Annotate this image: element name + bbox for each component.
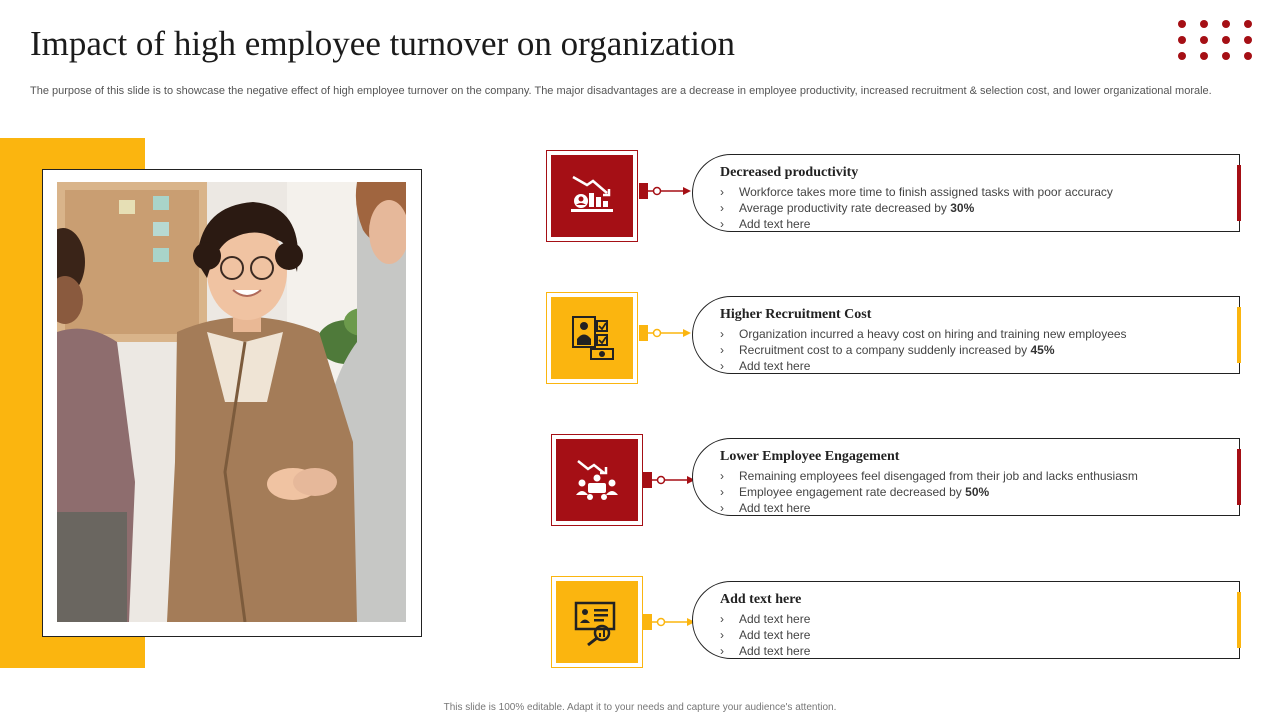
bullet-text: Add text here (739, 612, 811, 626)
card-bullet (720, 342, 1127, 358)
recruitment-icon-box (546, 292, 638, 384)
chevron-right-icon: › (720, 501, 724, 515)
icon-tile (556, 439, 638, 521)
bullet-highlight: 45% (1030, 343, 1055, 357)
bullet-highlight: 50% (965, 485, 990, 499)
decorative-dot (1244, 20, 1252, 28)
decorative-dot (1200, 20, 1208, 28)
chevron-right-icon: › (720, 359, 724, 373)
footer-note: This slide is 100% editable. Adapt it to your needs and capture your audience's attention. (443, 702, 837, 713)
card-bullet (720, 216, 1113, 232)
handshake-illustration (57, 182, 406, 622)
decorative-dot (1178, 20, 1186, 28)
decorative-dot (1178, 52, 1186, 60)
chevron-right-icon: › (720, 201, 724, 215)
bullet-text: Add text here (739, 359, 811, 373)
decorative-dot (1222, 20, 1230, 28)
team-engagement-icon (572, 455, 622, 505)
chevron-right-icon: › (720, 327, 724, 341)
bullet-text: Add text here (739, 628, 811, 642)
bullet-text: Add text here (739, 217, 811, 231)
impact-card (692, 154, 1240, 232)
card-title: Add text here (720, 592, 802, 607)
card-title: Higher Recruitment Cost (720, 307, 872, 322)
chevron-right-icon: › (720, 612, 724, 626)
bullet-text: Add text here (739, 644, 811, 658)
card-bullets (720, 468, 1138, 516)
decorative-dot (1178, 36, 1186, 44)
bullet-text: Organization incurred a heavy cost on hiring and training new employees (739, 327, 1127, 341)
decorative-dot-grid (1178, 20, 1264, 64)
decorative-dot (1200, 36, 1208, 44)
bullet-text: Workforce takes more time to finish assigned tasks with poor accuracy (739, 185, 1113, 199)
bullet-text: Average productivity rate decreased by (739, 201, 951, 215)
connector-arrow (643, 470, 695, 490)
impact-card (692, 296, 1240, 374)
icon-tile (556, 581, 638, 663)
card-bullet (720, 500, 1138, 516)
slide-description: The purpose of this slide is to showcase the negative effect of high employee turnover on the company. The major disadvantages are a decrease in employee productivity, increased recruitment & selection cost, and lower organizational morale. (30, 85, 1212, 97)
bullet-text: Employee engagement rate decreased by (739, 485, 966, 499)
card-bullet (720, 611, 810, 627)
connector-arrow (643, 612, 695, 632)
chevron-right-icon: › (720, 628, 724, 642)
card-accent-bar (1237, 307, 1241, 363)
productivity-icon-box (546, 150, 638, 242)
decorative-dot (1222, 52, 1230, 60)
decorative-dot (1222, 36, 1230, 44)
recruitment-cost-icon (567, 313, 617, 363)
chevron-right-icon: › (720, 485, 724, 499)
chevron-right-icon: › (720, 644, 724, 658)
connector-arrow (639, 181, 691, 201)
card-title: Decreased productivity (720, 165, 859, 180)
card-bullets (720, 184, 1113, 232)
bullet-text: Recruitment cost to a company suddenly increased by (739, 343, 1031, 357)
chevron-right-icon: › (720, 469, 724, 483)
card-bullet (720, 627, 810, 643)
decorative-dot (1200, 52, 1208, 60)
connector-arrow (639, 323, 691, 343)
chevron-right-icon: › (720, 217, 724, 231)
card-accent-bar (1237, 165, 1241, 221)
card-accent-bar (1237, 592, 1241, 648)
engagement-icon-box (551, 434, 643, 526)
bullet-text: Remaining employees feel disengaged from their job and lacks enthusiasm (739, 469, 1138, 483)
card-accent-bar (1237, 449, 1241, 505)
card-title: Lower Employee Engagement (720, 449, 900, 464)
slide-title: Impact of high employee turnover on organization (30, 24, 735, 63)
card-bullet (720, 200, 1113, 216)
card-bullet (720, 358, 1127, 374)
handshake-photo (57, 182, 406, 622)
card-bullets (720, 326, 1127, 374)
impact-card (692, 438, 1240, 516)
bullet-highlight: 30% (950, 201, 975, 215)
icon-tile (551, 155, 633, 237)
card-bullet (720, 184, 1113, 200)
decorative-dot (1244, 36, 1252, 44)
productivity-decline-icon (567, 171, 617, 221)
card-bullet (720, 643, 810, 659)
card-bullets (720, 611, 810, 659)
chevron-right-icon: › (720, 343, 724, 357)
card-bullet (720, 326, 1127, 342)
chevron-right-icon: › (720, 185, 724, 199)
analysis-presentation-icon (572, 597, 622, 647)
card-bullet (720, 484, 1138, 500)
card-bullet (720, 468, 1138, 484)
impact-card (692, 581, 1240, 659)
bullet-text: Add text here (739, 501, 811, 515)
icon-tile (551, 297, 633, 379)
analysis-icon-box (551, 576, 643, 668)
decorative-dot (1244, 52, 1252, 60)
